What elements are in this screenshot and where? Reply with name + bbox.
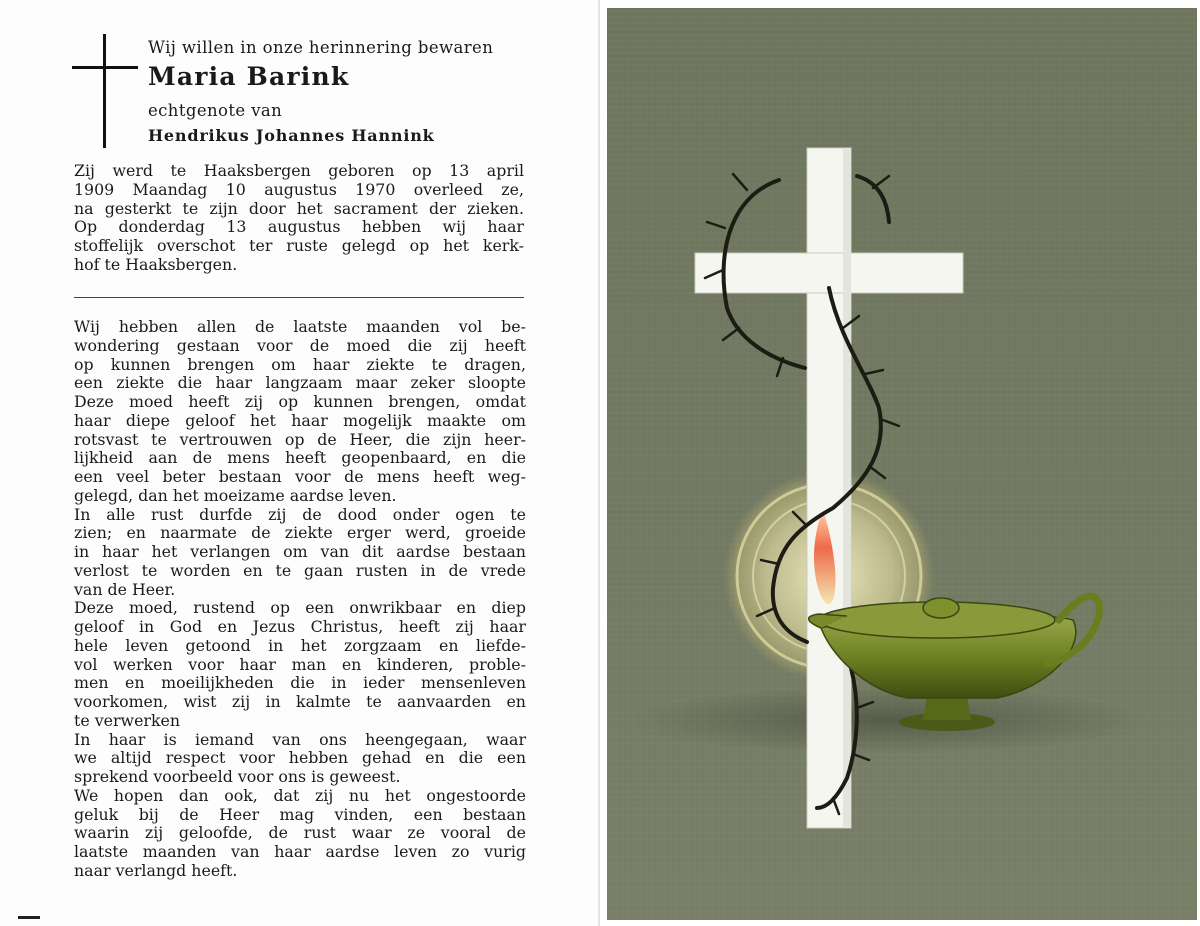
bio-line: 1909 Maandag 10 augustus 1970 overleed ze, [74,179,524,199]
edge-mark [18,916,40,919]
text-line: naar verlangd heeft. [74,860,238,880]
text-line: gelegd, dan het moeizame aardse leven. [74,485,397,505]
text-line: haar diepe geloof het haar mogelijk maakte om [74,410,526,430]
illustration-page [607,8,1197,920]
text-line: lijkheid aan de mens heeft geopenbaard, en die [74,448,526,468]
bio-line: Zij werd te Haaksbergen geboren op 13 april [74,161,524,180]
intro-line: Wij willen in onze herinnering bewaren [148,38,494,57]
bio-line: stoffelijk overschot ter ruste gelegd op het kerk- [74,236,524,256]
biography-paragraph [74,162,524,275]
text-line: we altijd respect voor hebben gehad en die een [74,748,526,768]
text-line: Wij hebben allen de laatste maanden vol be- [74,317,526,336]
text-line: een veel beter bestaan voor de mens heeft weg- [74,467,526,486]
text-line: vol werken voor haar man en kinderen, proble- [74,654,526,674]
text-line: rotsvast te vertrouwen op de Heer, die zijn heer- [74,429,526,449]
bio-line: na gesterkt te zijn door het sacrament der zieken. [74,198,524,218]
memorial-text [74,318,526,881]
text-line: op kunnen brengen om haar ziekte te dragen, [74,354,526,374]
floor-shadow [627,686,1147,754]
text-line: We hopen dan ook, dat zij nu het ongestoorde [74,785,526,805]
text-line: Deze moed, rustend op een onwrikbaar en diep [74,598,526,618]
text-line: zien; en naarmate de ziekte erger werd, groeide [74,523,526,543]
text-line: geluk bij de Heer mag vinden, een bestaan [74,804,526,824]
text-line: een ziekte die haar langzaam maar zeker sloopte [74,373,526,393]
text-line: hele leven getoond in het zorgzaam en liefde- [74,635,526,655]
text-line: sprekend voorbeeld voor ons is geweest. [74,767,401,786]
text-line: Deze moed heeft zij op kunnen brengen, omdat [74,392,526,411]
text-line: In haar is iemand van ons heengegaan, waar [74,729,526,749]
deceased-name: Maria Barink [148,62,350,91]
text-line: in haar het verlangen om van dit aardse bestaan [74,542,526,561]
text-line: van de Heer. [74,579,176,599]
text-line: laatste maanden van haar aardse leven zo vurig [74,842,526,861]
text-line: voorkomen, wist zij in kalmte te aanvaarden en [74,692,526,711]
text-line: waarin zij geloofde, de rust waar ze vooral de [74,823,526,843]
bio-line: hof te Haaksbergen. [74,254,238,274]
text-line: te verwerken [74,710,181,730]
text-line: men en moeilijkheden die in ieder mensenleven [74,673,526,693]
text-line: wondering gestaan voor de moed die zij heeft [74,335,526,355]
bio-line: Op donderdag 13 augustus hebben wij haar [74,217,524,237]
divider [74,297,524,298]
card-fold [598,0,600,926]
cross-icon [72,34,138,148]
text-line: In alle rust durfde zij de dood onder ogen te [74,504,526,524]
spouse-name: Hendrikus Johannes Hannink [148,126,435,145]
cross-lamp-illustration [607,8,1197,920]
spouse-label: echtgenote van [148,101,283,120]
text-line: verlost te worden en te gaan rusten in de vrede [74,560,526,580]
text-line: geloof in God en Jezus Christus, heeft zij haar [74,617,526,636]
